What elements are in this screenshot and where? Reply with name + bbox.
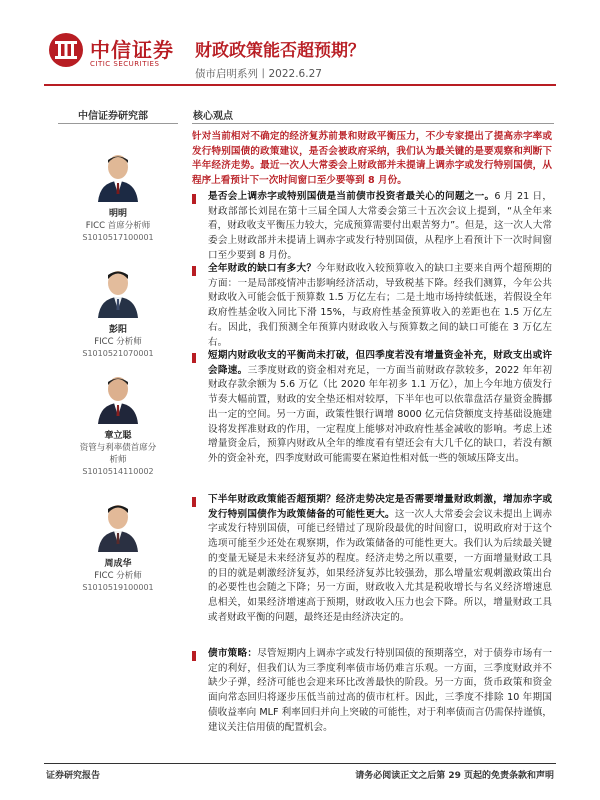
paragraph-lead: 债市策略： <box>208 648 258 659</box>
analyst-role: 资管与利率债首席分析师 <box>79 443 157 465</box>
analyst-role: FICC 分析师 <box>94 571 142 581</box>
analyst-photo-icon <box>94 266 142 318</box>
citic-logo-icon <box>48 32 84 68</box>
bullet-marker <box>192 353 196 363</box>
analyst-license: S1010517100001 <box>82 233 154 242</box>
bullet-marker <box>192 497 196 507</box>
analyst-name: 明明 <box>108 209 127 219</box>
paragraph-body: 今年财政收入较预算收入的缺口主要来自两个超预期的方面：一是局部疫情冲击影响经济活动，导致税基下降。经我们测算，今年公共财政收入可能会低于预算数 1.5 万亿左右；二是土地市场持续低迷，若假设全年政府性基金收入同比下滑 15%，与政府性基金预算收入的差距也在 1.5 万亿左右。因此，我们预测全年预算内财政收入与预算数之间的缺口可能在 3 万亿左右。 <box>208 263 553 348</box>
report-series-date: 债市启明系列丨2022.6.27 <box>195 68 322 80</box>
analyst-card <box>58 150 178 244</box>
analyst-card <box>58 372 178 478</box>
bullet-marker <box>192 266 196 276</box>
summary-highlight: 针对当前相对不确定的经济复苏前景和财政平衡压力，不少专家提出了提高赤字率或发行特别国债的政策建议，是否会被政府采纳，我们认为最关键的是要观察和判断下半年经济走势。最近一次人大常委会上财政部并未提请上调赤字或发行特别国债，从程序上看预计下一次时间窗口至少要等到 8 月份。 <box>192 131 552 186</box>
analyst-photo-icon <box>94 500 142 552</box>
analyst-name: 章立聪 <box>104 431 132 441</box>
footer-disclaimer: 请务必阅读正文之后第 29 页起的免责条款和声明 <box>355 771 554 781</box>
report-title: 财政政策能否超预期？ <box>195 41 365 61</box>
research-dept-heading: 中信证券研究部 <box>78 111 148 122</box>
analyst-photo-icon <box>94 150 142 202</box>
analyst-license: S1010521070001 <box>82 349 154 358</box>
analyst-name: 彭阳 <box>108 325 127 335</box>
paragraph-lead: 全年财政的缺口有多大？ <box>208 263 317 274</box>
view-paragraph <box>208 647 552 735</box>
right-heading-divider <box>192 123 554 124</box>
analyst-card <box>58 266 178 360</box>
view-paragraph <box>208 349 552 467</box>
left-heading-divider <box>58 123 178 124</box>
view-paragraph <box>208 493 552 625</box>
footer-report-type: 证券研究报告 <box>46 771 101 781</box>
analyst-license: S1010514110002 <box>82 467 154 476</box>
company-logo <box>44 30 194 76</box>
footer-divider <box>44 763 556 764</box>
paragraph-lead: 下半年财政政策能否超预期？经济走势决定是否需要增量财政刺激，增加赤字或发行特别国债作为政策储备的可能性更大。 <box>208 494 552 520</box>
header-divider <box>44 84 556 86</box>
analyst-role: FICC 首席分析师 <box>85 221 151 231</box>
analyst-card <box>58 500 178 594</box>
analyst-role: FICC 分析师 <box>94 337 142 347</box>
logo-text-cn: 中信证券 <box>90 38 174 62</box>
bullet-marker <box>192 194 196 204</box>
view-paragraph <box>208 262 552 350</box>
paragraph-body: 这一次人大常委会会议未提出上调赤字或发行特别国债，可能已经错过了现阶段最优的时间窗口，说明政府对于这个选项可能至少还处在观察期，作为政策储备的可能性更大。我们认为后续最关键的变量无疑是未来经济复苏的程度。经济走势之所以重要，一方面增量财政工具的目的就是刺激经济复苏，如果经济复苏比较强劲，那么增量宏观刺激政策出台的必要性也会随之下降；另一方面，财政收入尤其是税收增长与名义经济增速息息相关，如果经济增速高于预期，财政收入压力也会下降。所以，增量财政工具或者财政平衡的问题，最终还是由经济决定的。 <box>208 508 553 623</box>
analyst-name: 周成华 <box>104 559 132 569</box>
analyst-license: S1010519100001 <box>82 583 154 592</box>
analyst-photo-icon <box>94 372 142 424</box>
paragraph-lead: 短期内财政收支的平衡尚未打破，但四季度若没有增量资金补充，财政支出或许会降速。 <box>208 350 552 376</box>
bullet-marker <box>192 651 196 661</box>
paragraph-body: 尽管短期内上调赤字或发行特别国债的预期落空，对于债券市场有一定的利好，但我们认为三季度利率债市场仍难言乐观。一方面，三季度财政并不缺少子弹，经济可能也会迎来环比改善最快的阶段。另一方面，货币政策和资金面向常态回归将逐步压低当前过高的债市杠杆。因此，三季度不排除 10 年期国债收益率向 MLF 利率回归并向上突破的可能性，对于利率债而言仍需保持谨慎，建议关注信用债的配置机会。 <box>208 648 553 733</box>
logo-text-en: CITIC SECURITIES <box>90 60 160 68</box>
paragraph-body: 6 月 21 日，财政部部长刘昆在第十三届全国人大常委会第三十五次会议上提到，“从全年来看，财政收支平衡压力较大，完成预算需要付出艰苦努力”。但是，这一次人大常委会上财政部并未提请上调赤字或发行特别国债，从程序上看预计下一次时间窗口至少要到 8 月份。 <box>208 191 553 261</box>
paragraph-lead: 是否会上调赤字或特别国债是当前债市投资者最关心的问题之一。 <box>208 191 495 202</box>
view-paragraph <box>208 190 552 264</box>
core-views-heading: 核心观点 <box>193 111 233 122</box>
paragraph-body: 三季度财政的资金相对充足，一方面当前财政存款较多，2022 年年初财政存款余额为 5.6 万亿（比 2020 年年初多 1.1 万亿），加上今年地方债发行节奏大幅前置，财政的安全垫还相对较厚，下半年也可以依靠盘活存量资金腾挪出一定的空间。另一方面，政策性银行调增 8000 亿元信贷额度支持基础设施建设将发挥准财政的作用，一定程度上能够对冲政府性基金减收的影响。考虑上述增量资金后，预算内财政从全年的维度看有望还会有大几千亿的缺口，若没有额外的资金补充，四季度财政可能需要在紧迫性相对低一些的领域压降支出。 <box>208 364 553 464</box>
